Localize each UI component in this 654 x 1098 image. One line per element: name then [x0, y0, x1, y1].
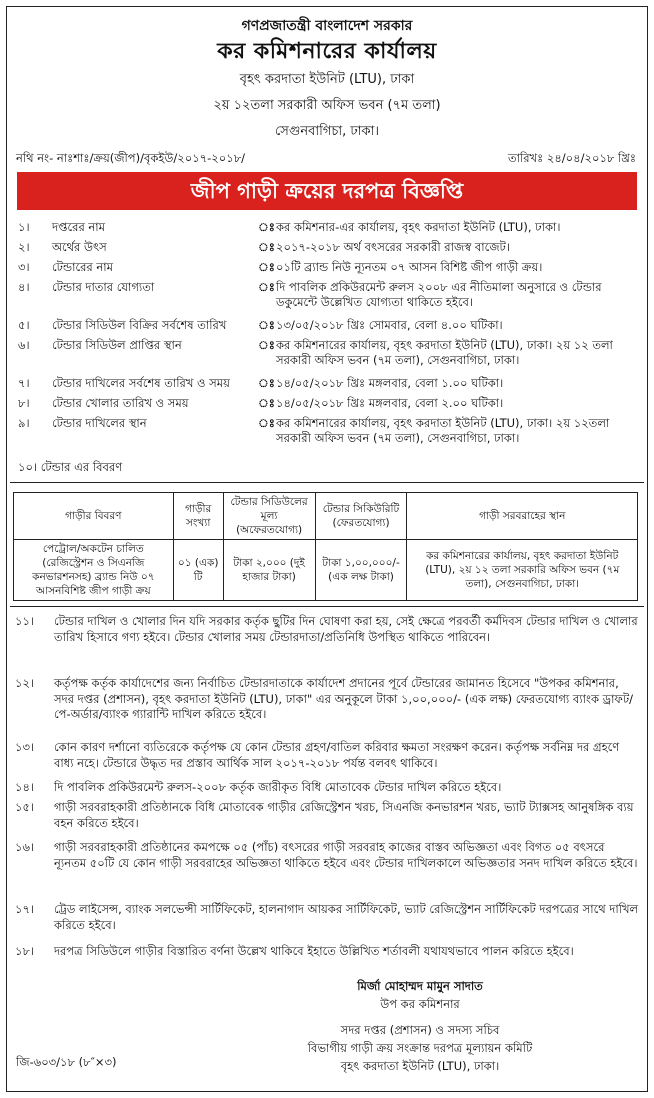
item-number: ২।	[18, 240, 30, 254]
table-cell: কর কমিশনারের কার্যালয়, বৃহৎ করদাতা ইউনিট (LTU), ২য় ১২ তলা সরকারি অফিস ভবন (৭ম তলা), সেগুনবাগিচা, ঢাকা।	[407, 540, 638, 601]
condition-text: কর্তৃপক্ষ কর্তৃক কার্যাদেশের জন্য নির্বাচিত টেন্ডারদাতাকে কার্যাদেশ প্রদানের পূর্বে টেন্ডারের জামানত হিসেবে "উপকর কমিশনার, সদর দপ্তর (প্রশাসন), বৃহৎ করদাতা ইউনিট (LTU), ঢাকা" এর অনুকূলে টাকা ১,০০,০০০/- (এক লক্ষ) ফেরতযোগ্য ব্যাংক ড্রাফট/পে-অর্ডার/ব্যাংক গ্যারান্টি দাখিল করিতে হইবে।	[54, 676, 633, 721]
item-value: ২০১৭-২০১৮ অর্থ বৎসরের সরকারী রাজস্ব বাজেট।	[276, 240, 510, 254]
building-address: ২য় ১২তলা সরকারী অফিস ভবন (৭ম তলা)	[213, 98, 441, 113]
item-10-label: ১০। টেন্ডার এর বিবরণ	[18, 460, 123, 474]
item-label: অর্থের উৎস	[52, 240, 107, 254]
signatory-committee: বিভাগীয় গাড়ী ক্রয় সংক্রান্ত দরপত্র মূল্যায়ন কমিটি	[307, 1041, 533, 1055]
condition-number: ১৫।	[15, 800, 35, 814]
item-label: টেন্ডার দাতার যোগ্যতা	[52, 280, 155, 294]
item-number: ৮।	[18, 396, 30, 410]
condition-number: ১৬।	[15, 840, 35, 854]
col-header: গাড়ী সরবরাহের স্থান	[407, 493, 638, 540]
condition-number: ১৮।	[15, 944, 35, 958]
table-cell: পেট্রোল/অকটেন চালিত (রেজিস্ট্রেশন ও সিএনজি কনভারশনসহ) ব্র্যান্ড নিউ ০৭ আসনবিশিষ্ট জীপ গাড়ী ক্রয়	[14, 540, 174, 601]
item-number: ৫।	[18, 318, 30, 332]
condition-text: গাড়ী সরবরাহকারী প্রতিষ্ঠানকে বিধি মোতাবেক গাড়ীর রেজিস্ট্রেশন খরচ, সিএনজি কনভারশন খরচ, ভ্যাট ট্যাক্সসহ আনুষঙ্গিক ব্যয় বহন করিতে হইবে।	[54, 800, 634, 830]
item-value: ১৪/০৫/২০১৮ খ্রিঃ মঙ্গলবার, বেলা ২.০০ ঘটিকা।	[276, 396, 504, 410]
table-cell: টাকা ২,০০০ (দুই হাজার টাকা)	[223, 540, 315, 601]
print-code: জি-৬০৩/১৮ (৮″×৩)	[16, 1055, 117, 1069]
col-header: গাড়ীর বিবরণ	[14, 493, 174, 540]
signatory-title: উপ কর কমিশনার	[380, 997, 460, 1011]
tender-notice-banner: জীপ গাড়ী ক্রয়ের দরপত্র বিজ্ঞপ্তি	[17, 172, 637, 210]
item-colon: ঃ	[258, 280, 275, 294]
item-value: ১৩/০৫/২০১৮ খ্রিঃ সোমবার, বেলা ৪.০০ ঘটিকা।	[276, 318, 503, 332]
item-number: ৬।	[18, 338, 30, 352]
condition-text: দরপত্র সিডিউলে গাড়ীর বিস্তারিত বর্ণনা উল্লেখ থাকিবে ইহাতে উল্লিখিত শর্তাবলী যথাযথভাবে পালন করিতে হইবে।	[54, 944, 574, 958]
item-colon: ঃ	[258, 338, 275, 352]
item-label: টেন্ডার দাখিলের সর্বশেষ তারিখ ও সময়	[52, 376, 230, 390]
file-number: নথি নং- নাঃশাঃ/ক্রয়(জীপ)/বৃকইউ/২০১৭-২০১৮/	[16, 151, 246, 165]
condition-text: কোন কারণ দর্শানো ব্যতিরেকে কর্তৃপক্ষ যে কোন টেন্ডার গ্রহণ/বাতিল করিবার ক্ষমতা সংরক্ষণ করেন। কর্তৃপক্ষ সর্বনিম্ন দর গ্রহণে বাধ্য নহে। টেন্ডারে উদ্ধৃত দর প্রস্তাব আর্থিক সাল ২০১৭-২০১৮ পর্যন্ত বলবৎ থাকিবে।	[54, 740, 620, 770]
tender-table	[13, 492, 638, 601]
col-header: গাড়ীর সংখ্যা	[173, 493, 223, 540]
item-label: টেন্ডার সিডিউল প্রাপ্তির স্থান	[52, 338, 182, 352]
item-number: ৪।	[18, 280, 30, 294]
item-label: টেন্ডার খোলার তারিখ ও সময়	[52, 396, 189, 410]
item-number: ১।	[18, 220, 30, 234]
condition-number: ১১।	[15, 614, 35, 628]
item-colon: ঃ	[258, 220, 275, 234]
col-header: টেন্ডার সিকিউরিটি (ফেরতযোগ্য)	[315, 493, 407, 540]
condition-text: টেন্ডার দাখিল ও খোলার দিন যদি সরকার কর্তৃক ছুটির দিন ঘোষণা করা হয়, সেই ক্ষেত্রে পরবর্তী কর্মদিবস টেন্ডার দাখিল ও খোলার তারিখ হিসাবে গণ্য হইবে। টেন্ডার খোলার সময় টেন্ডারদাতা/প্রতিনিধি উপস্থিত থাকিতে পারিবেন।	[54, 614, 638, 644]
item-label: টেন্ডার সিডিউল বিক্রির সর্বশেষ তারিখ	[52, 318, 227, 332]
govt-title: গণপ্রজাতন্ত্রী বাংলাদেশ সরকার	[241, 18, 413, 34]
divider	[10, 606, 644, 607]
item-colon: ঃ	[258, 416, 275, 430]
condition-number: ১৩।	[15, 740, 35, 754]
table-cell: ০১ (এক) টি	[173, 540, 223, 601]
col-header: টেন্ডার সিডিউলের মূল্য (অফেরতযোগ্য)	[223, 493, 315, 540]
item-colon: ঃ	[258, 240, 275, 254]
item-number: ৯।	[18, 416, 30, 430]
signatory-name: মির্জা মোহাম্মদ মামুন সাদাত	[357, 979, 483, 993]
divider	[10, 482, 644, 483]
area-address: সেগুনবাগিচা, ঢাকা।	[274, 124, 380, 139]
signatory-role: সদর দপ্তর (প্রশাসন) ও সদস্য সচিব	[340, 1023, 500, 1037]
condition-text: গাড়ী সরবরাহকারী প্রতিষ্ঠানের কমপক্ষে ০৫ (পাঁচ) বৎসরের গাড়ী সরবরাহ কাজের বাস্তব অভিজ্ঞতা এবং বিগত ০৫ বৎসরে ন্যূনতম ৫০টি যে কোন গাড়ী সরবরাহের অভিজ্ঞতা থাকিতে হইবে এবং টেন্ডার দাখিলকালে অভিজ্ঞতার সনদ দাখিল করিতে হইবে।	[54, 840, 638, 870]
condition-number: ১৪।	[15, 780, 35, 794]
item-label: দপ্তরের নাম	[52, 220, 106, 234]
item-number: ৭।	[18, 376, 30, 390]
unit-name: বৃহৎ করদাতা ইউনিট (LTU), ঢাকা	[239, 72, 415, 87]
item-value: কর কমিশনারের কার্যালয়, বৃহৎ করদাতা ইউনিট (LTU), ঢাকা। ২য় ১২ তলা সরকারী অফিস ভবন (৭ম তলা), সেগুনবাগিচা, ঢাকা।	[276, 338, 613, 367]
item-value: ১৪/০৫/২০১৮ খ্রিঃ মঙ্গলবার, বেলা ১.০০ ঘটিকা।	[276, 376, 504, 390]
office-title: কর কমিশনারের কার্যালয়	[217, 39, 437, 64]
condition-number: ১২।	[15, 676, 35, 690]
table-row	[14, 540, 638, 601]
item-value: কর কমিশনার-এর কার্যালয়, বৃহৎ করদাতা ইউনিট (LTU), ঢাকা।	[276, 220, 561, 234]
condition-text: ট্রেড লাইসেন্স, ব্যাংক সলভেন্সী সার্টিফিকেট, হালনাগাদ আয়কর সার্টিফিকেট, ভ্যাট রেজিস্ট্রেশন সার্টিফিকেট দরপত্রের সাথে দাখিল করিতে হইবে।	[54, 902, 639, 932]
item-label: টেন্ডারের নাম	[52, 260, 113, 274]
table-cell: টাকা ১,০০,০০০/- (এক লক্ষ টাকা)	[315, 540, 407, 601]
signatory-office: বৃহৎ করদাতা ইউনিট (LTU), ঢাকা।	[340, 1059, 500, 1073]
item-colon: ঃ	[258, 318, 275, 332]
condition-text: দি পাবলিক প্রকিউরমেন্ট রুলস-২০০৮ কর্তৃক জারীকৃত বিধি মোতাবেক টেন্ডার দাখিল করিতে হইবে।	[54, 780, 502, 794]
item-colon: ঃ	[258, 396, 275, 410]
table-header-row	[14, 493, 638, 540]
item-number: ৩।	[18, 260, 30, 274]
item-label: টেন্ডার দাখিলের স্থান	[52, 416, 147, 430]
item-value: দি পাবলিক প্রকিউরমেন্ট রুলস ২০০৮ এর নীতিমালা অনুসারে ও টেন্ডার ডকুমেন্টে উল্লেখিত যোগ্যতা থাকিতে হইবে।	[276, 280, 602, 309]
condition-number: ১৭।	[15, 902, 35, 916]
item-colon: ঃ	[258, 376, 275, 390]
item-value: ০১টি ব্র্যান্ড নিউ ন্যূনতম ০৭ আসন বিশিষ্ট জীপ গাড়ী ক্রয়।	[276, 260, 543, 274]
notice-date: তারিখঃ ২৪/০৪/২০১৮ খ্রিঃ	[507, 151, 636, 165]
item-value: কর কমিশনারের কার্যালয়, বৃহৎ করদাতা ইউনিট (LTU), ঢাকা। ২য় ১২তলা সরকারী অফিস ভবন (৭ম তলা), সেগুনবাগিচা, ঢাকা।	[276, 416, 610, 445]
item-colon: ঃ	[258, 260, 275, 274]
